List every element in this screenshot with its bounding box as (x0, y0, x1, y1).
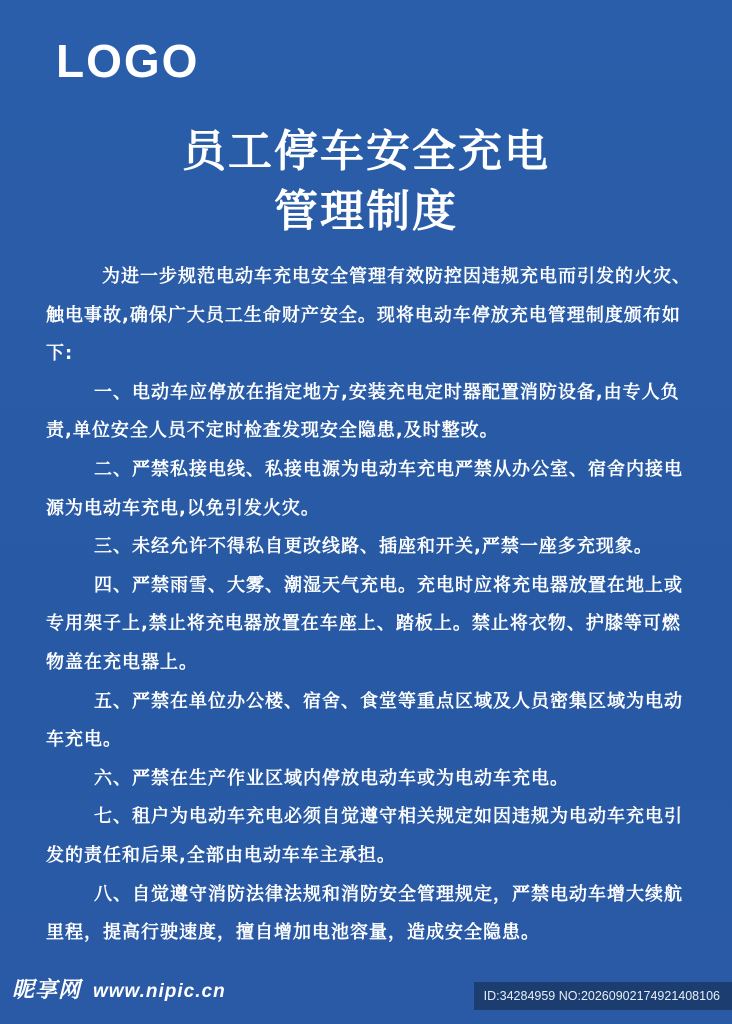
rule-item-1: 一、电动车应停放在指定地方,安装充电定时器配置消防设备,由专人负责,单位安全人员不定时检查发现安全隐患,及时整改。 (46, 381, 680, 442)
image-id-badge: ID:34284959 NO:20260902174921408106 (474, 982, 732, 1010)
page-title-line-2: 管理制度 (274, 186, 458, 237)
rule-item-8: 八、自觉遵守消防法律法规和消防安全管理规定，严禁电动车增大续航里程，提高行驶速度，擅自增加电池容量，造成安全隐患。 (46, 883, 683, 944)
regulation-body (46, 258, 692, 953)
rule-item-2: 二、严禁私接电线、私接电源为电动车充电严禁从办公室、宿舍内接电源为电动车充电,以免引发火灾。 (46, 458, 683, 519)
rule-item-3: 三、未经允许不得私自更改线路、插座和开关,严禁一座多充现象。 (94, 536, 653, 558)
rule-item-7: 七、租户为电动车充电必须自觉遵守相关规定如因违规为电动车充电引发的责任和后果,全部由电动车车主承担。 (46, 806, 683, 866)
rule-item-6: 六、严禁在生产作业区域内停放电动车或为电动车充电。 (94, 767, 569, 789)
logo-text: LOGO (56, 35, 200, 87)
rule-item-5: 五、严禁在单位办公楼、宿舍、食堂等重点区域及人员密集区域为电动车充电。 (46, 690, 683, 751)
intro-paragraph: 为进一步规范电动车充电安全管理有效防控因违规充电而引发的火灾、触电事故,确保广大员工生命财产安全。现将电动车停放充电管理制度颁布如下: (46, 266, 691, 365)
watermark-brand-name: 昵享网 (12, 978, 82, 1003)
watermark-brand (12, 980, 226, 1002)
rule-item-4: 四、严禁雨雪、大雾、潮湿天气充电。充电时应将充电器放置在地上或专用架子上,禁止将充电器放置在车座上、踏板上。禁止将衣物、护膝等可燃物盖在充电器上。 (46, 574, 683, 673)
watermark-brand-url: www.nipic.cn (92, 981, 226, 1002)
page-title-line-1: 员工停车安全充电 (182, 126, 550, 177)
